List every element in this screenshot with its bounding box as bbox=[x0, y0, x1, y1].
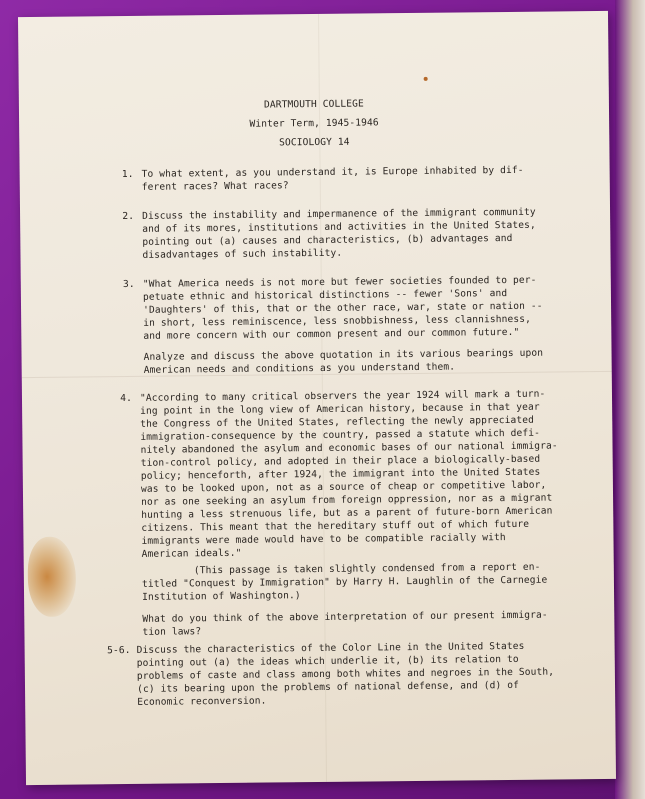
question-4-quotation: "According to many critical observers the year 1924 will mark a turn- ing point in the long view of American history, because in that year the Congress of the United States, reflecting the newly appreciated immigration-consequence by the country, passed a statute which defi- nitely abandoned the asylum and economic bases of our national immigra- tion-control policy, and adopted in their place a biologically-based policy; henceforth, after 1924, the immigrant into the United States was to be looked upon, not as a source of cheap or competitive labor, nor as one seeking an asylum from foreign oppression, nor as a migrant hunting a less strenuous life, but as a parent of future-born American citizens. This meant that the hereditary stuff out of which future immigrants were made would have to be compatible racially with American ideals." bbox=[139, 388, 558, 560]
question-3-number: 3. bbox=[122, 278, 135, 291]
question-4-number: 4. bbox=[120, 392, 133, 405]
rust-stain bbox=[27, 537, 76, 617]
backdrop-edge bbox=[615, 0, 645, 799]
question-5-6-text: Discuss the characteristics of the Color Line in the United States pointing out (a) the ideas which underlie it, (b) its relation to problems of caste and class among both whites and negroes in the South, (c) its bearing upon the problems of national defense, and (d) of Economic reconversion. bbox=[136, 640, 555, 708]
question-5-6-number: 5-6. bbox=[107, 644, 131, 657]
question-3-prompt: Analyze and discuss the above quotation in its various bearings upon American needs and conditions as you understand them. bbox=[143, 347, 544, 376]
exam-sheet bbox=[18, 11, 616, 785]
question-1-text: To what extent, as you understand it, is Europe inhabited by dif- ferent races? What races? bbox=[141, 164, 524, 193]
question-4-source-note: (This passage is taken slightly condensed from a report en- titled "Conquest by Immigration" by Harry H. Laughlin of the Carnegie Institution of Washington.) bbox=[141, 561, 548, 603]
term-line: Winter Term, 1945-1946 bbox=[249, 117, 379, 130]
question-2-number: 2. bbox=[122, 210, 135, 223]
question-3-quotation: "What America needs is not more but fewer societies founded to per- petuate ethnic and historical distinctions -- fewer 'Sons' and 'Daughters' of this, that or the other race, war, state or nation -- in short, less reminiscence, less snobbishness, less clannishness, and more concern with our common present and our common future." bbox=[142, 274, 543, 342]
question-1-number: 1. bbox=[121, 168, 134, 181]
ink-spot bbox=[424, 77, 428, 81]
question-2-text: Discuss the instability and impermanence of the immigrant community and of its mores, institutions and activities in the United States, pointing out (a) causes and characteristics, (b) advantages and disadvantages of such instability. bbox=[142, 206, 536, 261]
college-name: DARTMOUTH COLLEGE bbox=[263, 98, 364, 111]
question-4-prompt: What do you think of the above interpretation of our present immigra- tion laws? bbox=[142, 609, 548, 638]
course-title: SOCIOLOGY 14 bbox=[279, 136, 350, 149]
